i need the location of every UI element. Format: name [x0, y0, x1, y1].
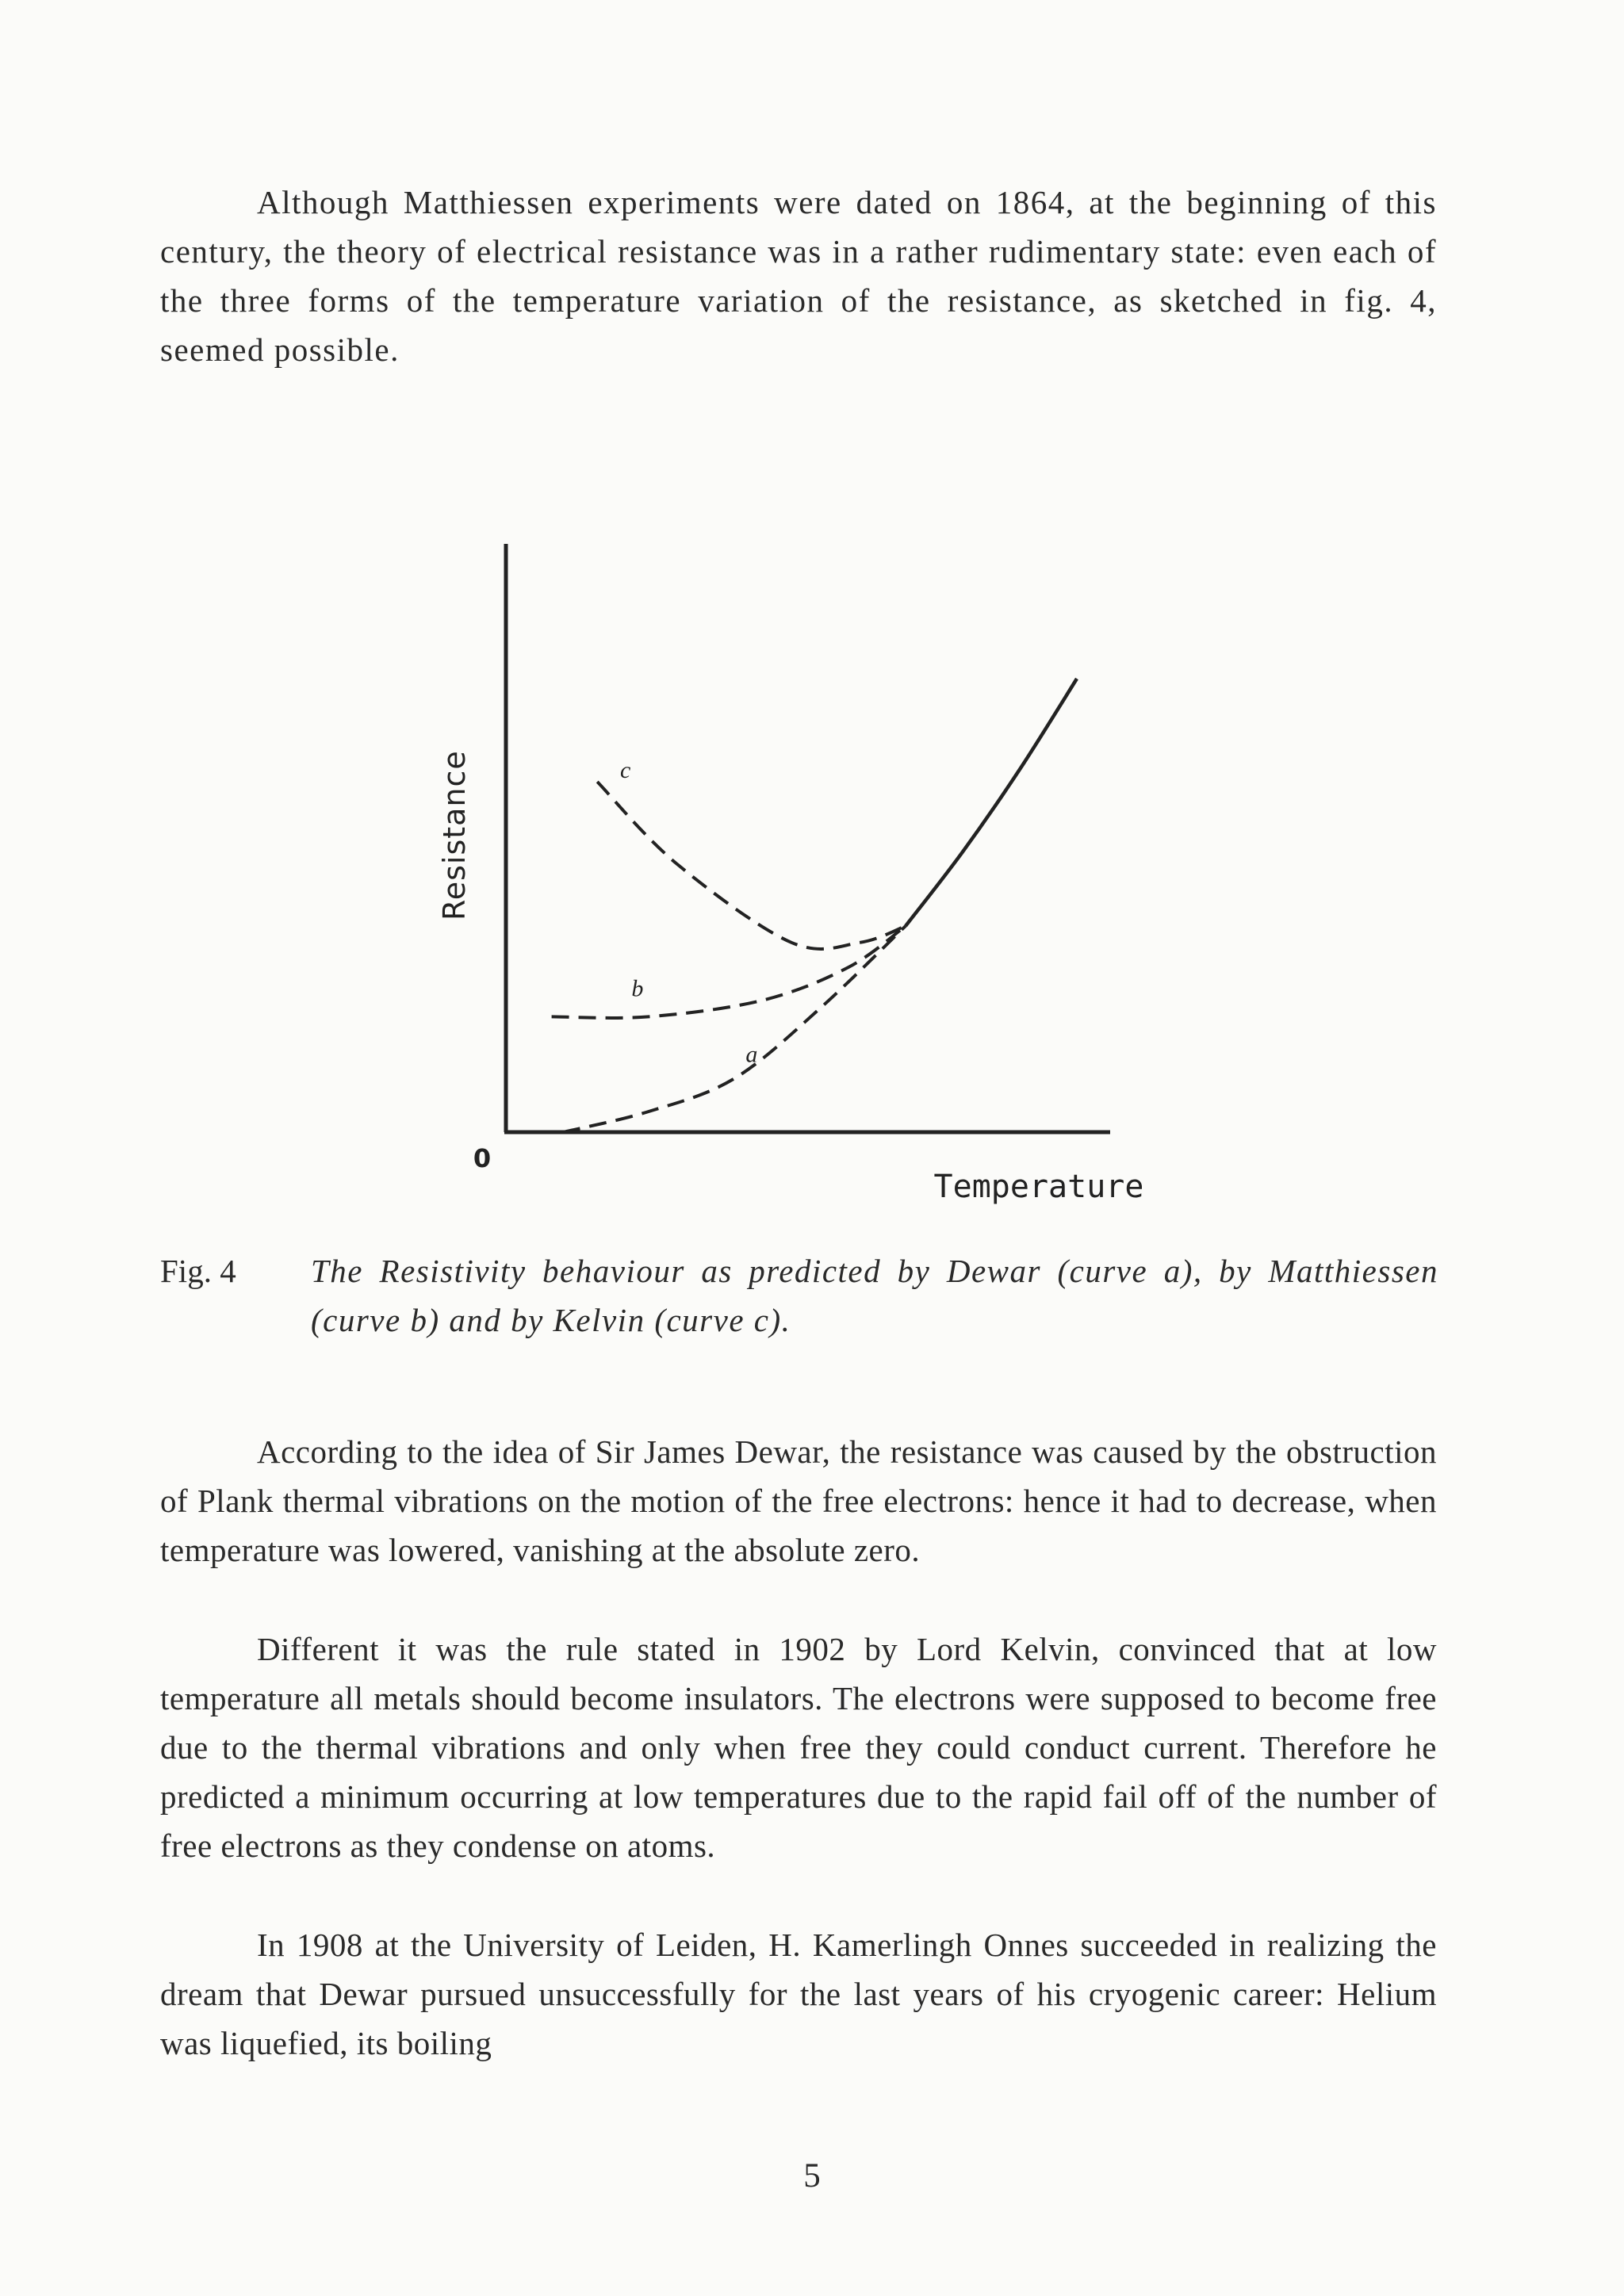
curve-label-b: b — [631, 975, 644, 1002]
paragraph-onnes: In 1908 at the University of Leiden, H. Kamerlingh Onnes succeeded in realizing the dream that Dewar pursued unsuccessfully for the last years of his cryogenic career: Helium was liquefied, its boiling — [160, 1927, 1437, 2061]
paragraph-intro: Although Matthiessen experiments were dated on 1864, at the beginning of this century, the theory of electrical resistance was in a rather rudimentary state: even each of the three forms of the temperature variation of the resistance, as sketched in fig. 4, seemed possible. — [160, 184, 1437, 368]
figure-label: Fig. 4 — [160, 1253, 236, 1289]
chart-curves — [552, 679, 1077, 1132]
paragraph-dewar: According to the idea of Sir James Dewar, the resistance was caused by the obstruction of Plank thermal vibrations on the motion of the free electrons: hence it had to decrease, when temperature was lowered, vanishing at the absolute zero. — [160, 1433, 1437, 1568]
paragraph-kelvin: Different it was the rule stated in 1902 by Lord Kelvin, convinced that at low temperature all metals should become insulators. The electrons were supposed to become free due to the thermal vibrations and only when free they could conduct current. Therefore he predicted a minimum occurring at low temperatures due to the rapid fail off of the number of free electrons as they condense on atoms. — [160, 1631, 1437, 1864]
curve-solid — [906, 679, 1077, 926]
chart-labels — [437, 750, 1142, 1205]
figure-resistance-chart — [412, 530, 1142, 1227]
figure-caption: The Resistivity behaviour as predicted by Dewar (curve a), by Matthiessen (curve b) and by Kelvin (curve c). — [311, 1253, 1438, 1338]
curve-a — [563, 926, 906, 1132]
page-number: 5 — [803, 2157, 821, 2195]
resistance-chart — [412, 530, 1142, 1227]
curve-label-a: a — [745, 1041, 758, 1068]
y-axis-label: Resistance — [437, 750, 472, 920]
curve-c — [597, 782, 906, 949]
x-axis-label: Temperature — [933, 1169, 1142, 1205]
chart-axes — [504, 544, 1110, 1132]
curve-b — [552, 926, 906, 1018]
origin-label: 0 — [473, 1143, 492, 1173]
curve-label-c: c — [620, 756, 631, 783]
